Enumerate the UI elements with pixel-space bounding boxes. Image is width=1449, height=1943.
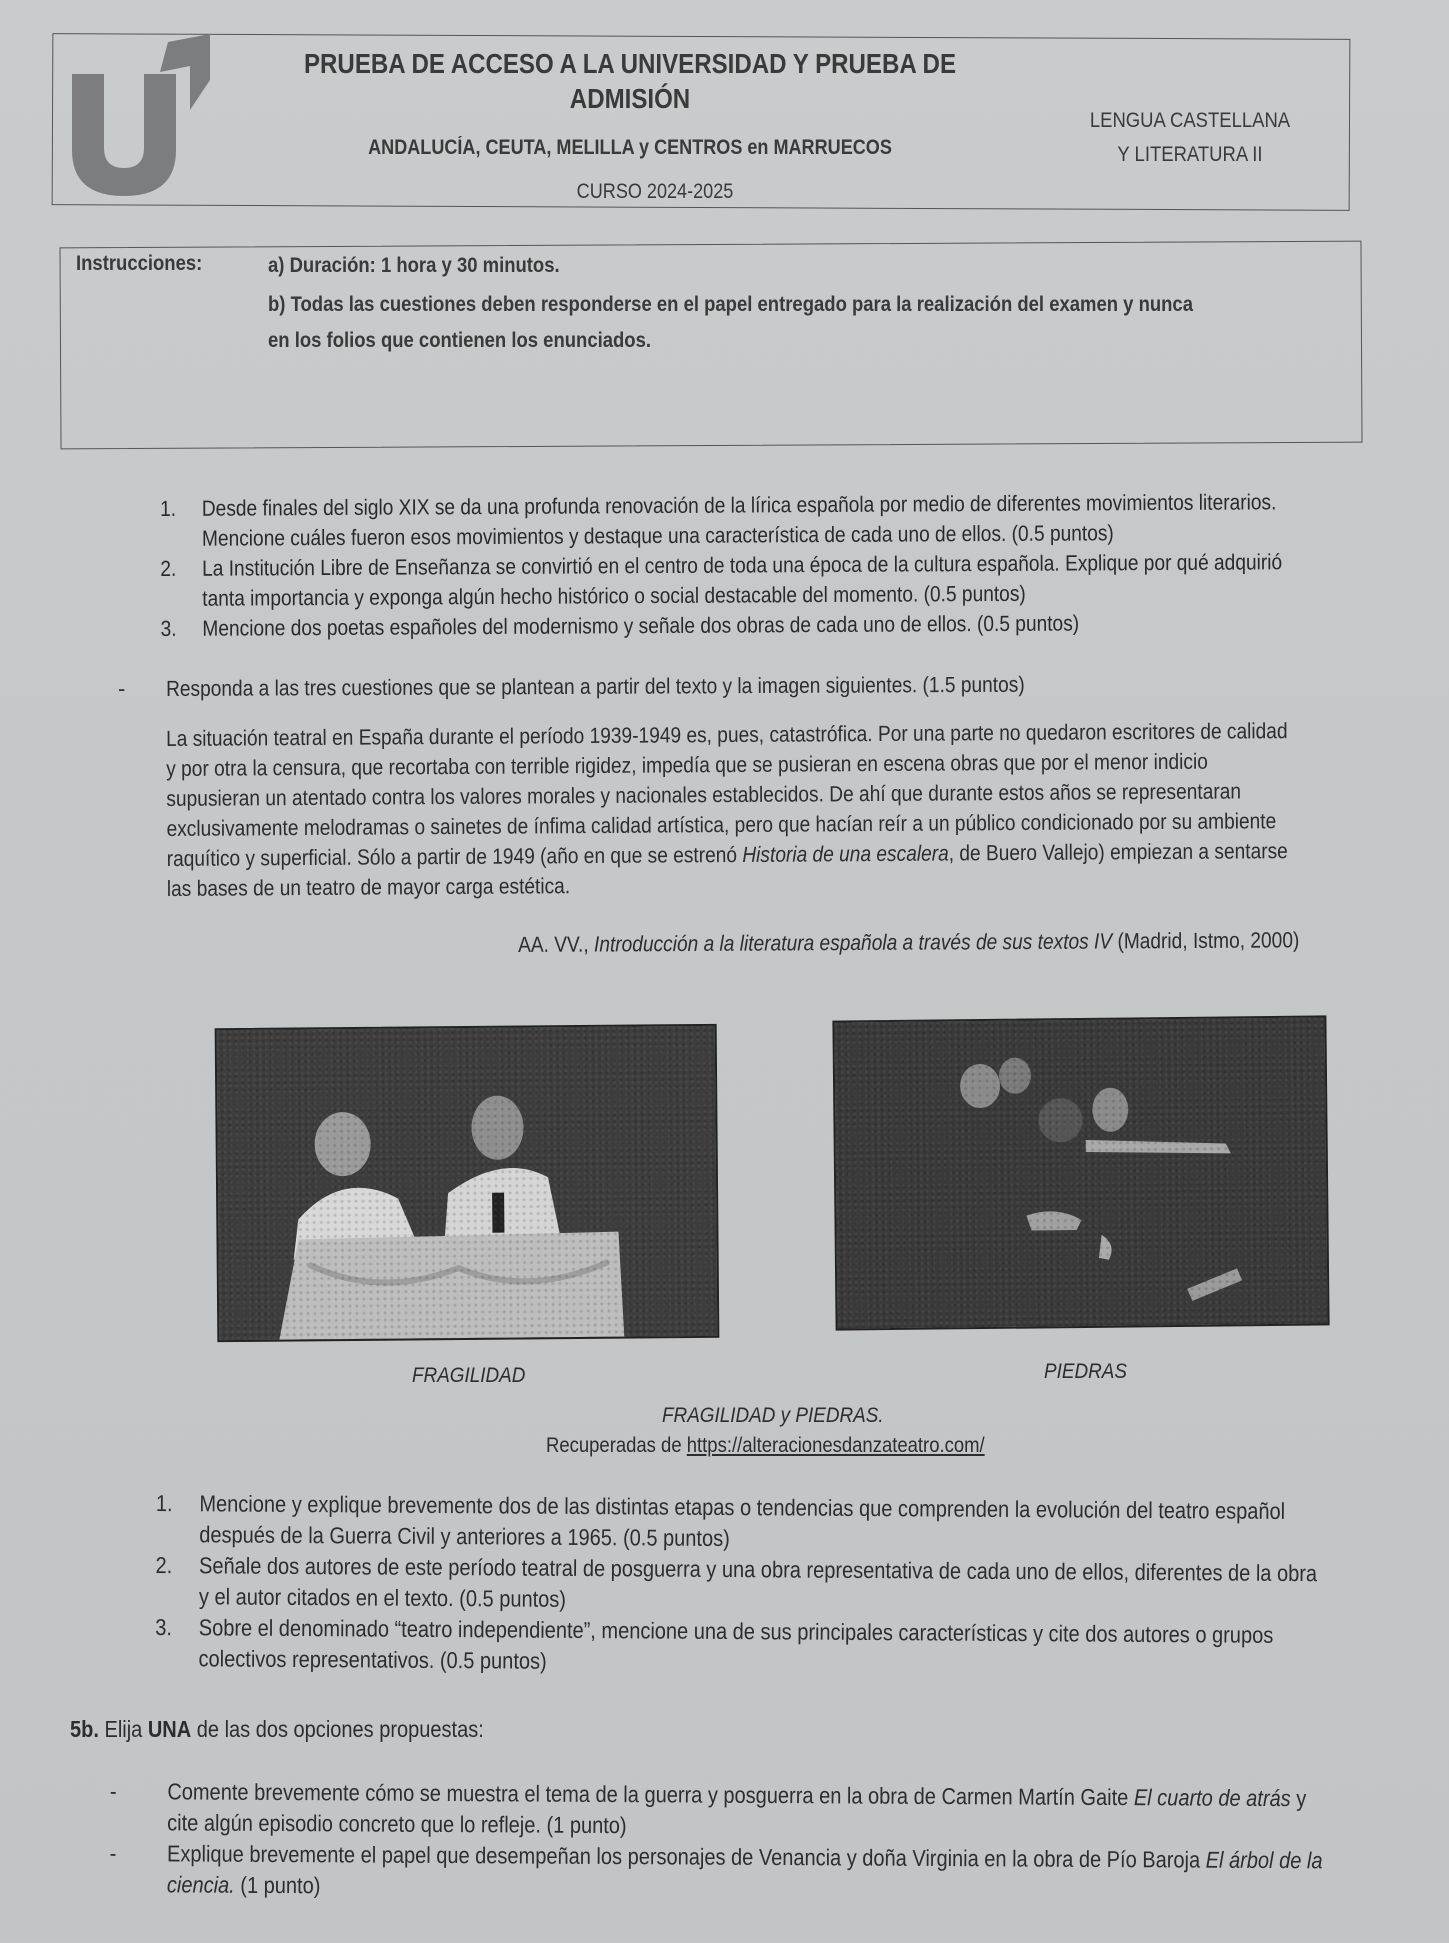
passage-citation: AA. VV., Introducción a la literatura española a través de sus textos IV (Madrid, Istmo, 2000)	[518, 927, 1300, 957]
exam-region: ANDALUCÍA, CEUTA, MELILLA y CENTROS en MARRUECOS	[368, 136, 892, 159]
question-4-1: 1. Mencione y explique brevemente dos de las distintas etapas o tendencias que comprenden la evolución del teatro español después de la Guerra Civil y anteriores a 1965. (0.5 puntos)	[155, 1490, 1286, 1552]
images-source: Recuperadas de https://alteracionesdanzateatro.com/	[546, 1434, 985, 1457]
exam-subject: LENGUA CASTELLANA Y LITERATURA II	[1089, 109, 1291, 166]
section2-dash: -	[118, 676, 126, 701]
option-2: - Explique brevemente el papel que desempeñan los personajes de Venancia y doña Virginia en la obra de Pío Baroja El árbol de la ciencia. (1 punto)	[109, 1839, 1323, 1899]
caption-piedras: PIEDRAS	[1044, 1360, 1127, 1383]
question-3: 3. Mencione dos poetas españoles del modernismo y señale dos obras de cada uno de ellos. (0.5 puntos)	[160, 610, 1080, 641]
question-2: 2. La Institución Libre de Enseñanza se convirtió en el centro de toda una época de la cultura española. Explique por qué adquirió tanta importancia y exponga algún hecho histórico o social destacable del momento. (0.5 puntos)	[160, 549, 1283, 611]
instructions-label: Instrucciones:	[76, 252, 203, 275]
section5b-heading: 5b. Elija UNA de las dos opciones propuestas:	[70, 1716, 484, 1742]
instruction-duration: a) Duración: 1 hora y 30 minutos.	[268, 254, 560, 277]
question-4-2: 2. Señale dos autores de este período teatral de posguerra y una obra representativa de cada uno de ellos, diferentes de la obra y el autor citados en el texto. (0.5 puntos)	[155, 1551, 1318, 1612]
question-1: 1. Desde finales del siglo XIX se da una profunda renovación de la lírica española por medio de diferentes movimientos literarios. Mencione cuáles fueron esos movimientos y destaque una característica de cada uno de ellos. (0.5 puntos)	[160, 489, 1277, 551]
instruction-answer-sheet: b) Todas las cuestiones deben responderse en el papel entregado para la realización del examen y nunca en los folios que contienen los enunciados.	[268, 293, 1194, 352]
exam-title: PRUEBA DE ACCESO A LA UNIVERSIDAD Y PRUEBA DE ADMISIÓN	[303, 48, 957, 114]
option-1: - Comente brevemente cómo se muestra el tema de la guerra y posguerra en la obra de Carmen Martín Gaite El cuarto de atrás y cite algún episodio concreto que lo refleje. (1 punto)	[109, 1778, 1307, 1839]
work-title-el-arbol-de-la-ciencia: El árbol de la	[1205, 1846, 1323, 1874]
photo-fragilidad	[215, 1024, 720, 1342]
university-u-logo-icon	[64, 28, 214, 198]
passage-text: La situación teatral en España durante el período 1939-1949 es, pues, catastrófica. Por una parte no quedaron escritores de calidad y por otra la censura, que recortaba con terrible rigidez, impedía que se pusieran en escena obras que por el menor indicio supusieran un atentado contra los valores morales y nacionales establecidos. De ahí que durante estos años se representaran exclusivamente melodramas o sainetes de ínfima calidad artística, pero que hacían reír a un público condicionado por su ambiente raquítico y superficial. Sólo a partir de 1949 (año en que se estrenó Historia de una escalera, de Buero Vallejo) empiezan a sentarse las bases de un teatro de mayor carga estética.	[166, 718, 1288, 901]
section5b-options	[109, 1776, 1449, 1908]
caption-fragilidad: FRAGILIDAD	[412, 1364, 526, 1387]
photo-piedras	[832, 1015, 1329, 1330]
work-title-historia-de-una-escalera: Historia de una escalera	[742, 840, 949, 867]
exam-course: CURSO 2024-2025	[576, 180, 734, 203]
source-link[interactable]: https://alteracionesdanzateatro.com/	[686, 1434, 985, 1457]
section2-questions	[155, 1488, 1409, 1683]
images-caption: FRAGILIDAD y PIEDRAS.	[662, 1404, 884, 1427]
section2-prompt: Responda a las tres cuestiones que se plantean a partir del texto y la imagen siguientes. (1.5 puntos)	[166, 671, 1025, 701]
work-title-el-cuarto-de-atras: El cuarto de atrás	[1133, 1784, 1291, 1812]
question-4-3: 3. Sobre el denominado “teatro independiente”, mencione una de sus principales características y cite dos autores o grupos colectivos representativos. (0.5 puntos)	[155, 1613, 1274, 1674]
section1-questions	[160, 487, 1396, 644]
